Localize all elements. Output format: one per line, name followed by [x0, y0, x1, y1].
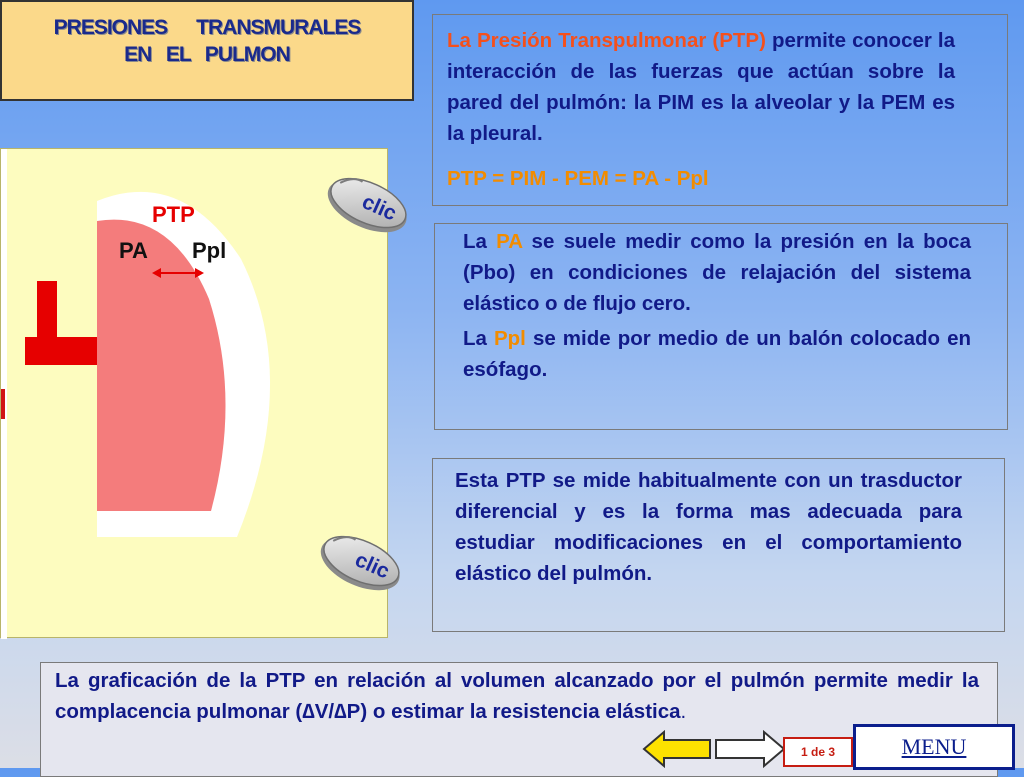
graph-text: [55, 665, 979, 727]
mouse-icon: [322, 172, 414, 236]
clic-label-1: clic: [358, 190, 400, 226]
next-arrow-icon: [716, 732, 784, 766]
graph-text-main: La graficación de la PTP en relación al volumen alcanzado por el pulmón permite medir la complacencia pulmonar (∆V/∆P) o estimar la resistencia elástica: [55, 669, 979, 723]
graph-text-end: .: [680, 700, 687, 723]
measurement-box: [434, 223, 1008, 430]
ptp-definition-highlight: La Presión Transpulmonar (PTP): [447, 29, 766, 52]
title-line-1: PRESIONES TRANSMURALES: [53, 16, 361, 39]
pa-description: [463, 226, 971, 319]
ppl-term: Ppl: [493, 327, 526, 350]
prev-arrow-button[interactable]: [642, 730, 712, 768]
label-ptp: PTP: [152, 202, 195, 227]
ptp-definition-box: [432, 14, 1008, 206]
mouse-icon: [315, 530, 407, 594]
page-indicator: 1 de 3: [783, 737, 853, 767]
airway-vertical: [37, 281, 57, 337]
title-box: [0, 0, 414, 101]
menu-button[interactable]: MENU: [853, 724, 1015, 770]
pa-term: PA: [496, 230, 523, 253]
ptp-formula: PTP = PIM - PEM = PA - Ppl: [447, 167, 709, 190]
airway-horizontal: [25, 337, 97, 365]
clic-label-2: clic: [351, 548, 393, 584]
transducer-text: Esta PTP se mide habitualmente con un trasductor diferencial y es la forma mas adecuada para estudiar modificaciones en el comportamiento elástico del pulmón.: [455, 469, 962, 585]
label-pa: PA: [119, 238, 148, 263]
prev-arrow-icon: [644, 732, 710, 766]
pa-prefix: La: [463, 230, 497, 253]
ppl-rest: se mide por medio de un balón colocado en esófago.: [463, 327, 971, 381]
transducer-box: [432, 458, 1005, 632]
title-line-2: EN EL PULMON: [124, 43, 290, 66]
label-ppl: Ppl: [192, 238, 227, 263]
next-arrow-button[interactable]: [714, 730, 786, 768]
ptp-definition-rest: permite conocer la interacción de las fuerzas que actúan sobre la pared del pulmón: la PIM es la alveolar y la PEM es la pleural.: [447, 29, 956, 145]
ppl-prefix: La: [463, 327, 494, 350]
clic-button-2[interactable]: [315, 530, 407, 594]
ppl-description: [463, 323, 971, 385]
panel-left-mark: [1, 389, 5, 419]
pa-rest: se suele medir como la presión en la boca (Pbo) en condiciones de relajación del sistema elástico o de flujo cero.: [463, 230, 971, 315]
clic-button-1[interactable]: [322, 172, 414, 236]
ptp-definition: [447, 25, 955, 149]
